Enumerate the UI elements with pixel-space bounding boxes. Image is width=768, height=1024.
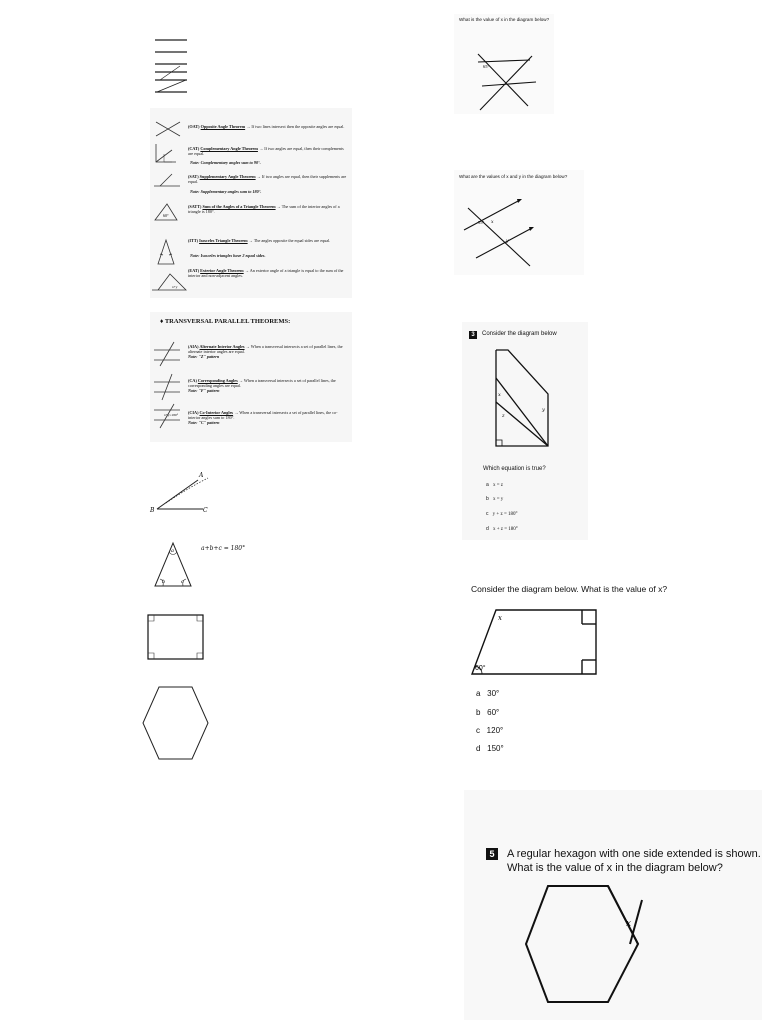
angle-theorems-panel <box>150 108 352 298</box>
question-3-option-c[interactable] <box>486 511 518 517</box>
theorem-code: (ITT) <box>188 238 199 243</box>
theorem-code: (SAT) <box>188 174 199 179</box>
theorem-code: (CA) <box>188 378 197 383</box>
question-5-var-x: x <box>626 919 632 929</box>
option-text: 60° <box>487 708 500 717</box>
question-4-option-d[interactable] <box>476 744 504 753</box>
transversal-heading: ♦ TRANSVERSAL PARALLEL THEOREMS: <box>160 318 291 325</box>
theorem-desc: → An exterior angle of a triangle is equal to the sum of the interior and non-adjacent angles. <box>188 268 344 279</box>
theorem-code: (SATT) <box>188 204 202 209</box>
option-text: y + z = 180° <box>492 512 518 517</box>
theorem-desc: → The sum of the interior angles of a triangle is 180°. <box>188 204 340 215</box>
option-letter: d <box>486 526 489 532</box>
question-2-panel <box>454 170 584 275</box>
question-5-number: 5 <box>486 848 498 860</box>
question-5-line-2: What is the value of x in the diagram below? <box>507 862 723 874</box>
question-1-diagram <box>454 14 554 114</box>
theorem-desc: → The angles opposite the equal sides are equal. <box>248 238 331 243</box>
theorem-desc: → When a transversal intersects a set of parallel lines, the alternate interior angles are equal. <box>188 344 343 355</box>
option-letter: b <box>486 496 489 502</box>
option-letter: c <box>486 511 489 517</box>
theorem-row-cat <box>188 146 348 156</box>
question-4-var-x: x <box>498 614 502 622</box>
question-3-label-z: z <box>502 413 505 419</box>
theorem-code: (AIA) <box>188 344 199 349</box>
angle-label-a: A <box>199 472 204 479</box>
option-letter: c <box>476 726 480 735</box>
cia-angle-label: x+y=180° <box>164 413 179 417</box>
angle-label-b: B <box>150 507 155 514</box>
theorem-name: Supplementary Angle Theorem <box>199 174 256 179</box>
question-3-prompt: Which equation is true? <box>483 466 546 472</box>
theorem-code: (EAT) <box>188 268 200 273</box>
question-3-title: Consider the diagram below <box>482 331 557 337</box>
theorem-name: Corresponding Angles <box>197 378 238 383</box>
question-4-text: Consider the diagram below. What is the value of x? <box>471 584 668 594</box>
question-1-text: What is the value of x in the diagram below? <box>459 17 550 22</box>
option-text: 30° <box>487 689 500 698</box>
theorem-desc: → When a transversal intersects a set of parallel lines, the corresponding angles are equal. <box>188 378 336 389</box>
theorem-row-itt <box>188 238 348 243</box>
question-1-panel <box>454 14 554 114</box>
question-4-option-b[interactable] <box>476 708 499 717</box>
option-text: x + z = 180° <box>492 527 518 532</box>
option-letter: a <box>476 689 481 698</box>
triangle-sum-note: a+b+c = 180° <box>201 545 246 552</box>
theorem-name: Exterior Angle Theorem <box>200 268 244 273</box>
triangle-label-a: a <box>171 548 174 554</box>
theorem-note: Note: "Z" pattern <box>188 354 220 360</box>
theorem-row-satt <box>188 204 348 214</box>
triangle-label-b: b <box>162 579 166 585</box>
question-5-line-1: A regular hexagon with one side extended is shown. <box>507 848 761 860</box>
theorem-name: Complementary Angle Theorem <box>200 146 258 151</box>
theorem-row-eat <box>188 268 348 278</box>
transversal-theorems-panel <box>150 312 352 442</box>
question-3-option-a[interactable] <box>486 482 503 488</box>
question-3-label-y: y <box>542 407 545 413</box>
question-2-angle: 55° <box>478 220 485 225</box>
question-2-var-y: y <box>506 239 509 244</box>
question-2-var-x: x <box>491 220 494 225</box>
theorem-name: Opposite Angle Theorem <box>200 124 246 129</box>
option-letter: a <box>486 482 489 488</box>
question-3-option-b[interactable] <box>486 496 503 502</box>
theorem-row-cia <box>188 410 348 426</box>
theorem-desc: → If two angles are equal, then their complements are equal. <box>188 146 344 157</box>
theorem-name: Alternate Interior Angles <box>199 344 245 349</box>
option-letter: d <box>476 744 481 753</box>
theorem-name: Co-Interior Angles <box>199 410 234 415</box>
theorem-code: (CAT) <box>188 146 200 151</box>
triangle-label-c: c <box>181 579 184 585</box>
question-4-angle: 60° <box>475 665 486 672</box>
question-5-panel <box>464 790 762 1020</box>
question-4-option-c[interactable] <box>476 726 503 735</box>
complementary-note: Note: Complementary angles sum to 90°. <box>190 160 261 165</box>
question-1-angle: 65° <box>483 64 490 69</box>
angle-label-c: C <box>203 507 208 514</box>
satt-angle-label: 60° <box>163 213 169 218</box>
question-3-panel <box>462 322 588 540</box>
theorem-name: Isosceles Triangle Theorem <box>199 238 248 243</box>
theorem-row-aia <box>188 344 348 360</box>
question-3-number: 3 <box>469 331 477 339</box>
question-3-diagram <box>462 322 588 540</box>
question-4-diagram <box>466 578 666 688</box>
theorem-code: (OAT) <box>188 124 200 129</box>
option-letter: b <box>476 708 481 717</box>
theorem-note: Note: "C" pattern <box>188 420 220 426</box>
theorem-name: Sum of the Angles of a Triangle Theorem <box>202 204 276 209</box>
question-2-diagram <box>454 170 584 275</box>
theorem-code: (CIA) <box>188 410 199 415</box>
theorem-row-sat <box>188 174 348 184</box>
option-text: x = z <box>492 483 503 488</box>
transversal-diagrams <box>150 312 190 442</box>
theorem-row-oat <box>188 124 348 129</box>
theorem-row-ca <box>188 378 348 394</box>
question-3-option-d[interactable] <box>486 526 518 532</box>
theorem-note: Note: "F" pattern <box>188 388 220 394</box>
question-4-panel <box>466 578 666 768</box>
theorem-desc: → When a transversal intersects a set of parallel lines, the co-interior angles sum to 180°. <box>188 410 338 421</box>
question-3-label-x: x <box>498 392 501 398</box>
isosceles-note: Note: Isosceles triangles have 2 equal sides. <box>190 253 266 258</box>
eat-angle-label: x+y <box>172 285 178 289</box>
theorem-desc: → If two lines intersect then the opposite angles are equal. <box>246 124 345 129</box>
option-text: 150° <box>487 744 504 753</box>
theorem-diagrams <box>150 108 190 298</box>
option-text: 120° <box>486 726 504 735</box>
question-5-diagram <box>464 790 762 1020</box>
supplementary-note: Note: Supplementary angles sum to 180°. <box>190 189 262 194</box>
theorem-desc: → If two angles are equal, then their supplements are equal. <box>188 174 347 185</box>
question-2-text: What are the values of x and y in the diagram below? <box>459 174 568 179</box>
question-4-option-a[interactable] <box>476 689 499 698</box>
option-text: x = y <box>492 497 504 502</box>
